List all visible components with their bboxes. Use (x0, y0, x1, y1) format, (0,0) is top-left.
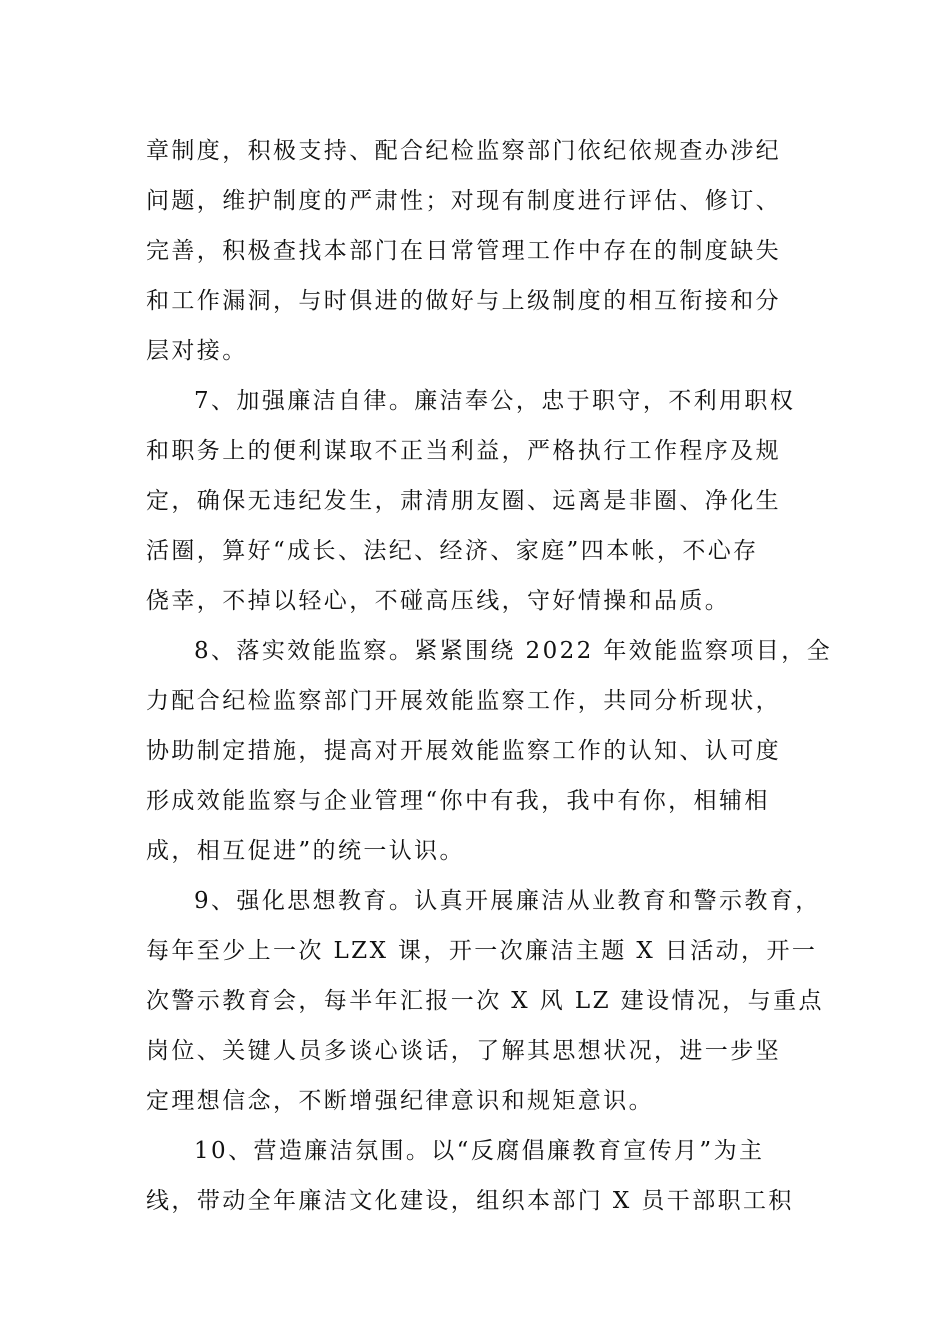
text-line: 形成效能监察与企业管理“你中有我，我中有你，相辅相 (146, 788, 770, 814)
text-line: 9、强化思想教育。认真开展廉洁从业教育和警示教育， (194, 888, 821, 914)
paragraph-item-10 (146, 1126, 814, 1226)
text-line: 定理想信念，不断增强纪律意识和规矩意识。 (146, 1088, 654, 1114)
text-line: 活圈，算好“成长、法纪、经济、家庭”四本帐，不心存 (146, 538, 759, 564)
paragraph-item-7 (146, 376, 814, 626)
text-line: 每年至少上一次 LZX 课，开一次廉洁主题 X 日活动，开一 (146, 938, 818, 964)
text-line: 线，带动全年廉洁文化建设，组织本部门 X 员干部职工积 (146, 1188, 794, 1214)
text-line: 层对接。 (146, 338, 248, 364)
text-line: 协助制定措施，提高对开展效能监察工作的认知、认可度 (146, 738, 781, 764)
document-body (146, 126, 832, 1226)
text-line: 8、落实效能监察。紧紧围绕 2022 年效能监察项目，全 (194, 638, 832, 664)
text-line: 力配合纪检监察部门开展效能监察工作，共同分析现状， (146, 688, 781, 714)
text-line: 和职务上的便利谋取不正当利益，严格执行工作程序及规 (146, 438, 781, 464)
text-line: 岗位、关键人员多谈心谈话，了解其思想状况，进一步坚 (146, 1038, 781, 1064)
text-line: 侥幸，不掉以轻心，不碰高压线，守好情操和品质。 (146, 588, 731, 614)
text-line: 次警示教育会，每半年汇报一次 X 风 LZ 建设情况，与重点 (146, 988, 824, 1014)
paragraph-regulations (146, 126, 814, 376)
text-line: 完善，积极查找本部门在日常管理工作中存在的制度缺失 (146, 238, 781, 264)
paragraph-item-9 (146, 876, 824, 1126)
text-line: 7、加强廉洁自律。廉洁奉公，忠于职守，不利用职权 (194, 388, 796, 414)
text-line: 和工作漏洞，与时俱进的做好与上级制度的相互衔接和分 (146, 288, 781, 314)
text-line: 成，相互促进”的统一认识。 (146, 838, 465, 864)
paragraph-item-8 (146, 626, 832, 876)
text-line: 问题，维护制度的严肃性；对现有制度进行评估、修订、 (146, 188, 781, 214)
text-line: 10、营造廉洁氛围。以“反腐倡廉教育宣传月”为主 (194, 1138, 765, 1164)
text-line: 定，确保无违纪发生，肃清朋友圈、远离是非圈、净化生 (146, 488, 781, 514)
text-line: 章制度，积极支持、配合纪检监察部门依纪依规查办涉纪 (146, 138, 781, 164)
